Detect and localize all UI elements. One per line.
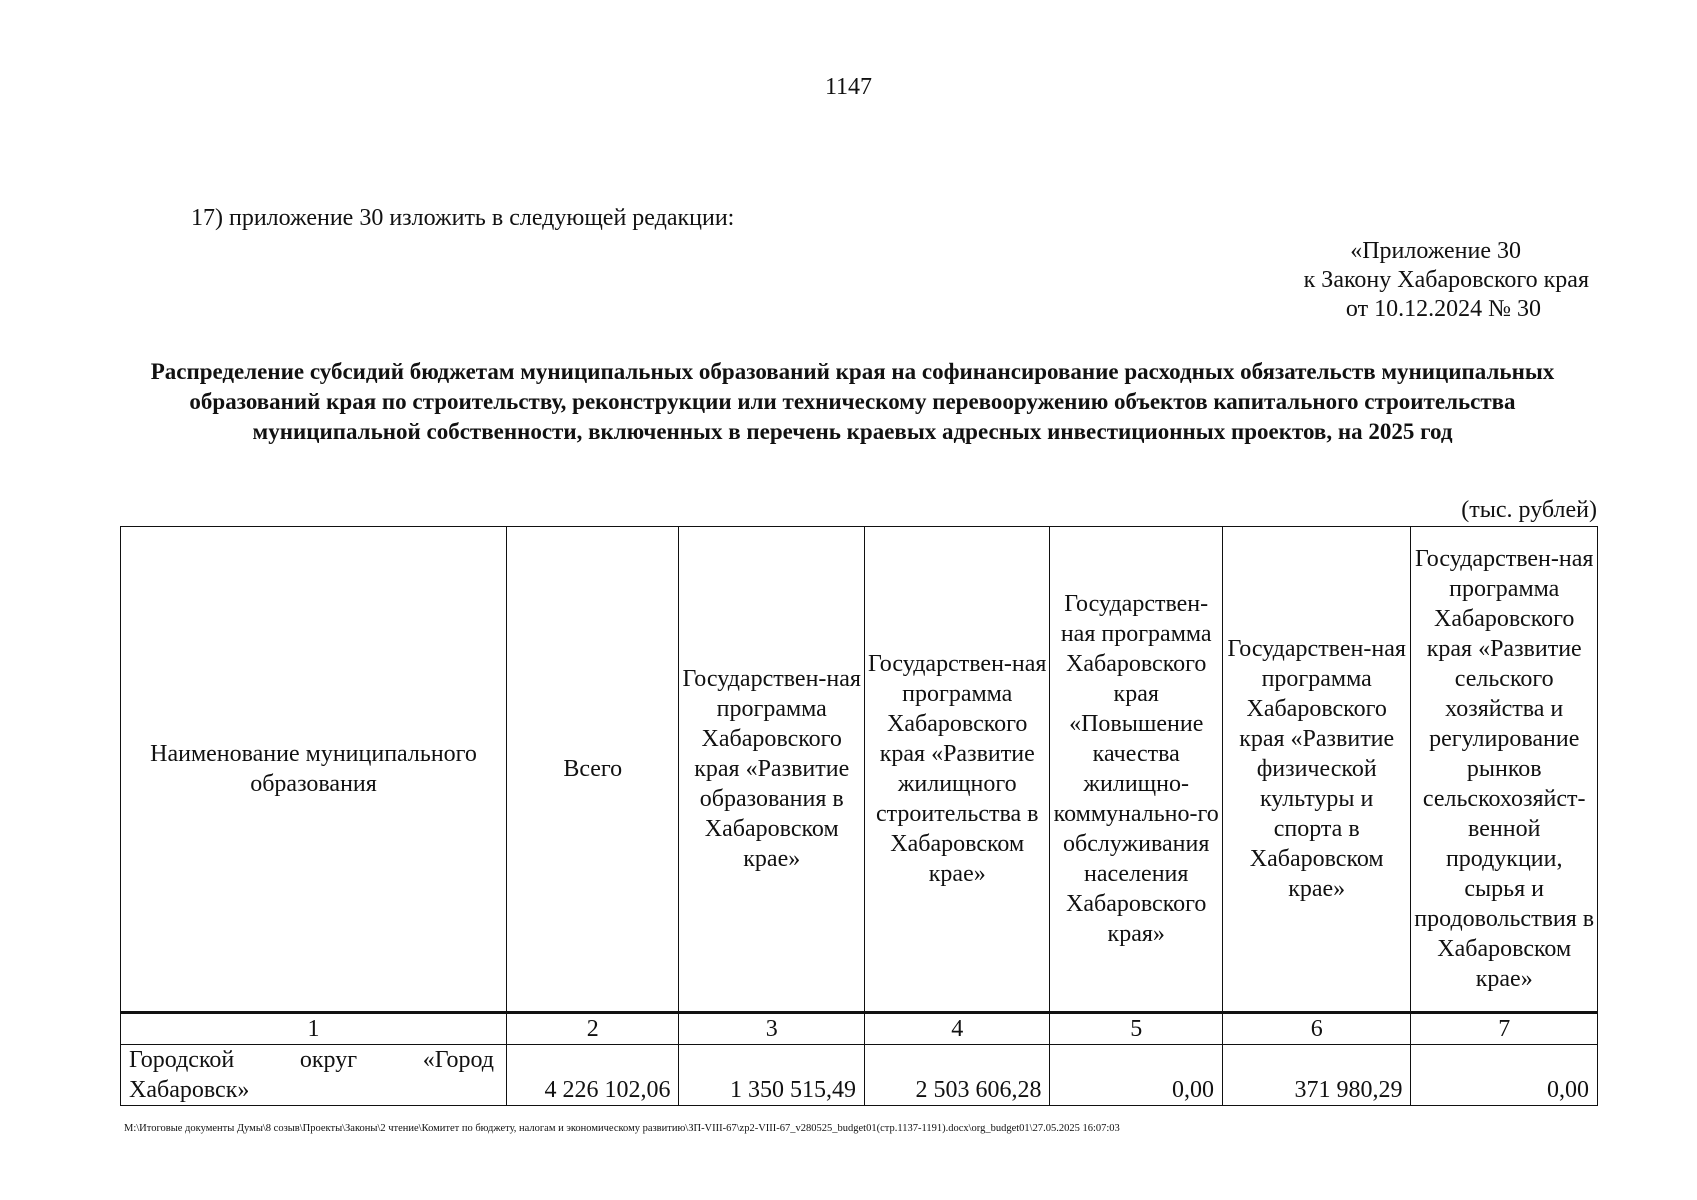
value-housing: 2 503 606,28 [864, 1045, 1050, 1106]
column-number-row [121, 1013, 1598, 1045]
column-number: 3 [679, 1013, 865, 1045]
appendix-ref-line-1: «Приложение 30 [1350, 238, 1521, 264]
intro-text: 17) приложение 30 изложить в следующей редакции: [191, 205, 735, 231]
footer-file-path: M:\Итоговые документы Думы\8 созыв\Проекты\Законы\2 чтение\Комитет по бюджету, налогам и экономическому развитию\ЗП-VIII-67\zp2-VIII-67_v280525_budget01(стр.1137-1191).docx\org_budget01\27.05.2025 16:07:03 [124, 1123, 1120, 1134]
column-number: 1 [121, 1013, 507, 1045]
header-total: Всего [507, 527, 679, 1013]
header-housing-program: Государствен-ная программа Хабаровского края «Развитие жилищного строительства в Хабаровском крае» [864, 527, 1050, 1013]
column-number: 2 [507, 1013, 679, 1045]
header-utilities-program: Государствен-ная программа Хабаровского края «Повышение качества жилищно-коммунально-го обслуживания населения Хабаровского края» [1050, 527, 1222, 1013]
municipality-name-word: округ [299, 1047, 358, 1073]
municipality-name-word: Хабаровск» [129, 1077, 250, 1103]
header-education-program: Государствен-ная программа Хабаровского края «Развитие образования в Хабаровском крае» [679, 527, 865, 1013]
column-number: 6 [1222, 1013, 1411, 1045]
table-row [121, 1045, 1598, 1106]
value-utilities: 0,00 [1050, 1045, 1222, 1106]
column-number: 5 [1050, 1013, 1222, 1045]
header-sport-program: Государствен-ная программа Хабаровского края «Развитие физической культуры и спорта в Хабаровском крае» [1222, 527, 1411, 1013]
value-agriculture: 0,00 [1411, 1045, 1598, 1106]
appendix-ref-line-3: от 10.12.2024 № 30 [1345, 296, 1541, 322]
document-title: Распределение субсидий бюджетам муниципальных образований края на софинансирование расходных обязательств муниципальных образований края по строительству, реконструкции или техническому перевооружению объектов капитального строительства муниципальной собственности, включенных в перечень краевых адресных инвестиционных проектов, на 2025 год [150, 359, 1555, 444]
page-number: 1147 [824, 74, 873, 100]
municipality-name [121, 1045, 507, 1106]
appendix-ref-line-2: к Закону Хабаровского края [1303, 267, 1589, 293]
municipality-name-word: «Город [422, 1047, 495, 1073]
header-municipality: Наименование муниципального образования [121, 527, 507, 1013]
table-header-row [121, 527, 1598, 1013]
municipality-name-word: Городской [129, 1047, 235, 1073]
appendix-reference [1304, 237, 1589, 324]
column-number: 7 [1411, 1013, 1598, 1045]
column-number: 4 [864, 1013, 1050, 1045]
value-sport: 371 980,29 [1222, 1045, 1411, 1106]
value-total: 4 226 102,06 [507, 1045, 679, 1106]
units-label: (тыс. рублей) [1461, 497, 1597, 523]
header-agriculture-program: Государствен-ная программа Хабаровского края «Развитие сельского хозяйства и регулирование рынков сельскохозяйст-венной продукции, сырья и продовольствия в Хабаровском крае» [1411, 527, 1598, 1013]
subsidy-table [120, 526, 1598, 1106]
value-education: 1 350 515,49 [679, 1045, 865, 1106]
